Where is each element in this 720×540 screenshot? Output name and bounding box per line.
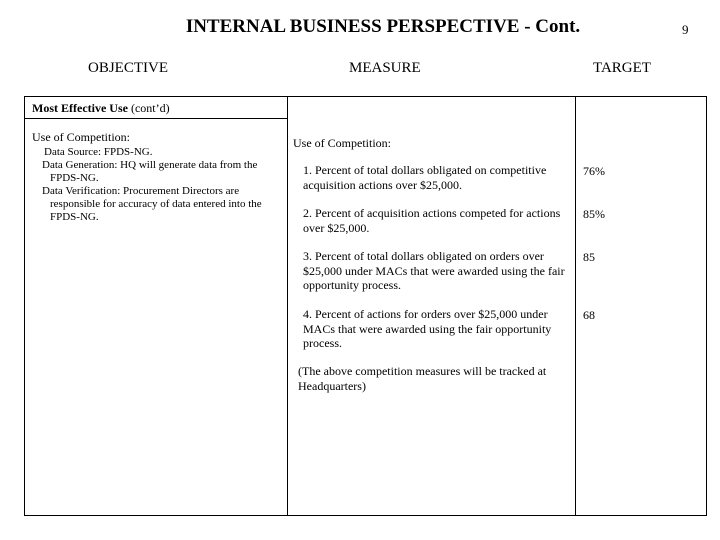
target-value-2: 85% <box>583 207 605 221</box>
objective-data-verification: Data Verification: Procurement Directors are <box>42 185 240 197</box>
objective-data-generation-cont: FPDS-NG. <box>50 172 99 184</box>
column-divider-measure-target <box>575 96 576 516</box>
target-value-3: 85 <box>583 250 595 264</box>
objective-data-generation: Data Generation: HQ will generate data from the <box>42 159 258 171</box>
objective-heading-bold: Most Effective Use <box>32 101 128 115</box>
measure-heading: Use of Competition: <box>293 136 391 150</box>
target-value-4: 68 <box>583 308 595 322</box>
objective-data-verification-cont: responsible for accuracy of data entered into the <box>50 198 262 210</box>
objective-heading <box>32 101 170 115</box>
measure-item-1: 1. Percent of total dollars obligated on competitive acquisition actions over $25,000. <box>303 163 547 192</box>
measure-item-2: 2. Percent of acquisition actions competed for actions over $25,000. <box>303 206 561 235</box>
objective-subheading: Use of Competition: <box>32 130 130 144</box>
page-title: INTERNAL BUSINESS PERSPECTIVE - Cont. <box>185 16 581 37</box>
measure-item-3: 3. Percent of total dollars obligated on orders over $25,000 under MACs that were awarded using the fair opportunity process. <box>303 249 565 292</box>
objective-heading-rest: (cont’d) <box>127 101 170 115</box>
objective-heading-divider <box>24 118 288 119</box>
measure-note: (The above competition measures will be tracked at Headquarters) <box>298 364 547 393</box>
column-header-objective: OBJECTIVE <box>88 60 168 76</box>
column-header-measure: MEASURE <box>349 60 421 76</box>
target-value-1: 76% <box>583 164 605 178</box>
objective-data-source: Data Source: FPDS-NG. <box>44 146 153 158</box>
column-header-target: TARGET <box>593 60 651 76</box>
page-number: 9 <box>682 22 689 37</box>
column-divider-objective-measure <box>287 96 288 516</box>
objective-data-verification-cont2: FPDS-NG. <box>50 211 99 223</box>
measure-item-4: 4. Percent of actions for orders over $25,000 under MACs that were awarded using the fair opportunity process. <box>303 307 552 350</box>
